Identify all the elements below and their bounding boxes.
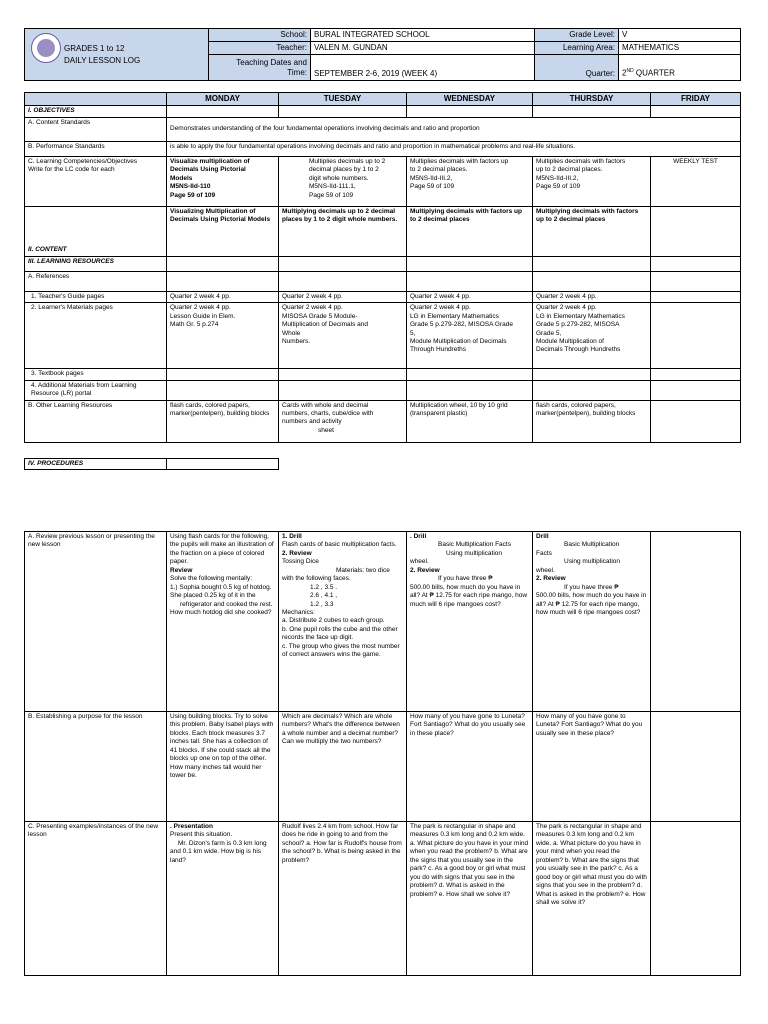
purpose-thursday: How many of you have gone to Luneta? Fort Santiago? What do you usually see in these place? — [533, 712, 651, 822]
empty-cell — [279, 369, 407, 380]
lm-line: MISOSA Grade 5 Module- — [282, 312, 358, 320]
competency-line: M5NS-IId-110 — [170, 183, 211, 191]
other-thursday: flash cards, colored papers, marker(pentelpen), building blocks — [533, 400, 651, 442]
lm-line: Multiplication of Decimals and — [282, 321, 368, 329]
competency-line: decimal places by 1 to 2 — [309, 166, 379, 174]
empty-cell — [533, 369, 651, 380]
deped-seal-icon — [31, 33, 61, 63]
lm-line: Quarter 2 week 4 pp. — [170, 304, 231, 312]
review-line: Drill — [536, 533, 549, 540]
empty-cell — [651, 712, 741, 822]
competency-line: Page 59 of 109 — [410, 183, 455, 191]
examples-line: . Presentation — [170, 823, 213, 830]
lm-line: Math Gr. 5 p.274 — [170, 321, 219, 329]
competency-line: Visualize multiplication of — [170, 157, 250, 165]
quarter-suffix: ND — [626, 68, 634, 75]
competencies-label-line2: Write for the LC code for each — [28, 166, 115, 174]
review-line: Using multiplication — [564, 558, 620, 566]
additional-materials-label: 4. Additional Materials from Learning Resource (LR) portal — [25, 380, 167, 400]
competency-line: Multiplies decimals with factors — [536, 157, 626, 165]
content-wednesday: Multiplying decimals with factors up to 2 decimal places — [407, 206, 533, 256]
empty-cell — [651, 303, 741, 369]
review-line: If you have three ₱ — [564, 583, 619, 591]
content-thursday: Multiplying decimals with factors up to 2 decimal places — [533, 206, 651, 256]
review-line: Using flash cards for the following, the pupils will make an illustration of the fraction on a piece of colored paper. — [170, 533, 274, 566]
empty-cell — [167, 380, 279, 400]
review-line: 1.2 , 3.3 — [310, 600, 334, 608]
teacher-label: Teacher: — [209, 42, 311, 55]
day-header-blank — [25, 93, 167, 106]
day-header-wednesday: WEDNESDAY — [407, 93, 533, 106]
competency-line: Decimals Using Pictorial — [170, 166, 246, 174]
lm-line: Module Multiplication of — [536, 338, 604, 346]
review-line: 1.2 , 3.5 . — [310, 583, 338, 591]
empty-cell — [407, 256, 533, 271]
empty-cell — [533, 256, 651, 271]
grade-level-label: Grade Level: — [535, 29, 619, 42]
daily-lesson-log-title: DAILY LESSON LOG — [64, 55, 141, 65]
lm-line: LG in Elementary Mathematics — [536, 312, 625, 320]
teaching-dates-label — [209, 55, 311, 81]
teacher-value: VALEN M. GUNDAN — [311, 42, 535, 55]
competency-line: Page 59 of 109 — [536, 183, 581, 191]
empty-cell — [651, 400, 741, 442]
other-line: sheet — [318, 426, 334, 434]
lm-line: Lesson Guide in Elem. — [170, 312, 236, 320]
lm-line: LG in Elementary Mathematics — [410, 312, 499, 320]
content-standards-label: A. Content Standards — [25, 117, 167, 141]
empty-cell — [651, 291, 741, 302]
other-wednesday: Multiplication wheel, 10 by 10 grid (transparent plastic) — [407, 400, 533, 442]
grades-title: GRADES 1 to 12 — [64, 43, 125, 53]
empty-cell — [167, 106, 279, 117]
examples-tuesday: Rudolf lives 2.4 km from school. How far does he ride in going to and from the school? a. How far is Rudolf's house from the school? b. What is being asked in the problem? — [279, 822, 407, 976]
objectives-heading: I. OBJECTIVES — [25, 106, 167, 117]
lm-line: Quarter 2 week 4 pp. — [282, 304, 343, 312]
empty-cell — [407, 369, 533, 380]
quarter-word: QUARTER — [633, 69, 675, 78]
content-monday: Visualizing Multiplication of Decimals Using Pictorial Models — [167, 206, 279, 256]
lm-line: Grade 5 p.279-282, MISOSA Grade — [410, 321, 513, 329]
establishing-purpose-label: B. Establishing a purpose for the lesson — [25, 712, 167, 822]
review-line: Materials: two dice with the following faces. — [282, 566, 390, 583]
competency-line: to 2 decimal places. — [410, 166, 468, 174]
objectives-table — [24, 92, 741, 443]
performance-standards-text: is able to apply the four fundamental operations involving decimals and ratio and proportion in mathematical problems and real-life situations. — [167, 141, 741, 156]
review-line: Using multiplication — [446, 549, 502, 557]
review-line: wheel. — [410, 558, 429, 566]
competency-line: Models — [170, 174, 193, 182]
empty-cell — [533, 380, 651, 400]
learning-resources-heading: III. LEARNING RESOURCES — [25, 256, 167, 271]
content-heading: II. CONTENT — [25, 206, 167, 256]
review-line: 2. Review — [282, 549, 312, 557]
other-line: numbers, charts, cube/dice with — [282, 410, 374, 418]
school-label: School: — [209, 29, 311, 42]
review-tuesday — [279, 532, 407, 712]
review-line: wheel. — [536, 566, 555, 574]
review-lesson-label: A. Review previous lesson or presenting the new lesson — [25, 532, 167, 712]
learners-materials-label: 2. Learner's Materials pages — [25, 303, 167, 369]
empty-cell — [651, 532, 741, 712]
empty-cell — [407, 380, 533, 400]
competencies-label-line1: C. Learning Competencies/Objectives — [28, 157, 138, 165]
other-tuesday — [279, 400, 407, 442]
competency-tuesday — [279, 156, 407, 206]
presenting-examples-label: C. Presenting examples/instances of the new lesson — [25, 822, 167, 976]
competency-wednesday — [407, 156, 533, 206]
review-line: 500.00 bills, how much do you have in all? At ₱ 12.75 for each ripe mango, how much will 6 ripe mangoes cost? — [536, 592, 647, 616]
day-header-thursday: THURSDAY — [533, 93, 651, 106]
empty-cell — [167, 369, 279, 380]
review-line: 2.6 , 4.1 , — [310, 592, 338, 600]
competency-line: M5NS-IId-111.1, — [309, 183, 356, 191]
purpose-tuesday: Which are decimals? Which are whole numbers? What's the difference between a whole number and a decimal number? Can we multiply the two numbers? — [279, 712, 407, 822]
competency-line: Multiplies decimals with factors up — [410, 157, 509, 165]
teaching-dates-value: SEPTEMBER 2-6, 2019 (WEEK 4) — [311, 55, 535, 81]
textbook-label: 3. Textbook pages — [25, 369, 167, 380]
review-line: a. Distribute 2 cubes to each group. — [282, 617, 385, 625]
lm-line: Through Hundreths — [410, 346, 467, 354]
purpose-monday: Using building blocks. Try to solve this problem. Baby Isabel plays with blocks. Each block measures 3.7 inches tall. She has a collection of 41 blocks. If she could stack all the blocks up one on top of the other. How many inches tall would her tower be. — [167, 712, 279, 822]
empty-cell — [279, 256, 407, 271]
empty-cell — [279, 380, 407, 400]
lm-tuesday — [279, 303, 407, 369]
teachers-guide-label: 1. Teacher's Guide pages — [25, 291, 167, 302]
examples-monday — [167, 822, 279, 976]
competencies-label — [25, 156, 167, 206]
tg-monday: Quarter 2 week 4 pp. — [167, 291, 279, 302]
review-thursday — [533, 532, 651, 712]
review-line: Basic Multiplication — [564, 541, 620, 549]
empty-cell — [651, 271, 741, 291]
competency-line: up to 2 decimal places. — [536, 166, 603, 174]
review-line: Solve the following mentally: — [170, 575, 253, 583]
empty-cell — [651, 206, 741, 256]
competency-monday — [167, 156, 279, 206]
quarter-value — [619, 55, 741, 81]
review-line: c. The group who gives the most number of correct answers wins the game. — [282, 642, 400, 659]
review-line: . Drill — [410, 533, 427, 540]
lm-line: Quarter 2 week 4 pp. — [536, 304, 597, 312]
competency-thursday — [533, 156, 651, 206]
empty-cell — [407, 106, 533, 117]
procedures-table — [24, 458, 279, 470]
review-line: 2. Review — [536, 575, 566, 583]
learning-area-label: Learning Area: — [535, 42, 619, 55]
empty-cell — [533, 106, 651, 117]
day-header-tuesday: TUESDAY — [279, 93, 407, 106]
lm-line: Grade 5 p.279-282, MISOSA — [536, 321, 620, 329]
empty-cell — [651, 256, 741, 271]
review-line: Basic Multiplication Facts — [438, 541, 511, 549]
empty-cell — [651, 380, 741, 400]
review-line: 2. Review — [410, 566, 440, 574]
examples-thursday: The park is rectangular in shape and measures 0.3 km long and 0.2 km wide. a. What picture do you have in your mind when you read the problem? b. What are the signs that you usually see in the park? c. As a good boy or girl what must you do with signs that you see in the problem? d. What is asked in the problem? e. How shall we solve it? — [533, 822, 651, 976]
content-standards-text: Demonstrates understanding of the four fundamental operations involving decimals and ratio and proportion — [167, 117, 741, 141]
review-line: Facts — [536, 549, 552, 557]
review-line: b. One pupil rolls the cube and the other records the face up digit. — [282, 625, 398, 642]
tg-thursday: Quarter 2 week 4 pp. — [533, 291, 651, 302]
lm-line: Quarter 2 week 4 pp. — [410, 304, 471, 312]
teaching-dates-label-line2: Time: — [287, 67, 307, 77]
quarter-label: Quarter: — [535, 55, 619, 81]
tg-wednesday: Quarter 2 week 4 pp. — [407, 291, 533, 302]
lm-line: 5, — [410, 329, 416, 337]
examples-line: Mr. Dizon's farm is 0.3 km long and 0.1 km wide. How big is his land? — [170, 839, 267, 864]
school-value: BURAL INTEGRATED SCHOOL — [311, 29, 535, 42]
header-logo-cell — [25, 29, 209, 81]
competency-line: Page 59 of 109 — [170, 191, 216, 199]
review-line: 500.00 bills, how much do you have in all? At ₱ 12.75 for each ripe mango, how much will 6 ripe mangoes cost? — [410, 583, 528, 608]
empty-cell — [651, 369, 741, 380]
review-line: Mechanics: — [282, 608, 315, 616]
empty-cell — [279, 106, 407, 117]
content-tuesday: Multiplying decimals up to 2 decimal places by 1 to 2 digit whole numbers. — [279, 206, 407, 256]
empty-cell — [167, 459, 279, 470]
lm-line: Numbers. — [282, 338, 311, 346]
empty-cell — [279, 271, 407, 291]
quarter-number: 2 — [622, 69, 627, 78]
examples-line: Present this situation. — [170, 831, 233, 839]
competency-line: digit whole numbers. — [309, 174, 369, 182]
lm-line: Grade 5, — [536, 329, 562, 337]
review-line: 1. Drill — [282, 533, 302, 540]
review-line: 1.) Sophia bought 0.5 kg of hotdog. She placed 0.25 kg of it in the — [170, 583, 272, 600]
competency-friday: WEEKLY TEST — [651, 156, 741, 206]
empty-cell — [533, 271, 651, 291]
lm-thursday — [533, 303, 651, 369]
competency-line: Multiplies decimals up to 2 — [309, 157, 386, 165]
review-monday — [167, 532, 279, 712]
review-line: refrigerator and cooked the rest. How much hotdog did she cooked? — [170, 600, 273, 616]
empty-cell — [651, 106, 741, 117]
day-header-monday: MONDAY — [167, 93, 279, 106]
tg-tuesday: Quarter 2 week 4 pp. — [279, 291, 407, 302]
review-line: If you have three ₱ — [438, 575, 493, 583]
empty-cell — [651, 822, 741, 976]
learning-area-value: MATHEMATICS — [619, 42, 741, 55]
lm-line: Decimals Through Hundreths — [536, 346, 621, 354]
lm-line: Module Multiplication of Decimals — [410, 338, 507, 346]
review-line: Review — [170, 566, 193, 574]
purpose-wednesday: How many of you have gone to Luneta? Fort Santiago? What do you usually see in these place? — [407, 712, 533, 822]
review-line: Flash cards of basic multiplication facts. — [282, 541, 397, 549]
examples-wednesday: The park is rectangular in shape and measures 0.3 km long and 0.2 km wide. a. What picture do you have in your mind when you read the problem? b. What are the signs that you usually see in the park? c. As a good boy or girl what must you do with signs that you see in the problem? d. What is asked in the problem? e. How shall we solve it? — [407, 822, 533, 976]
competency-line: Page 59 of 109 — [309, 191, 354, 199]
competency-line: M5NS-IId-III.2, — [410, 174, 453, 182]
other-line: Cards with whole and decimal — [282, 401, 369, 409]
procedures-heading: IV. PROCEDURES — [25, 459, 167, 470]
empty-cell — [407, 271, 533, 291]
review-wednesday — [407, 532, 533, 712]
other-monday: flash cards, colored papers, marker(pentelpen), building blocks — [167, 400, 279, 442]
competency-line: M5NS-IId-III.2, — [536, 174, 579, 182]
empty-cell — [167, 271, 279, 291]
other-resources-label: B. Other Learning Resources — [25, 400, 167, 442]
other-line: numbers and activity — [282, 418, 342, 426]
teaching-dates-label-line1: Teaching Dates and — [236, 57, 307, 67]
day-header-friday: FRIDAY — [651, 93, 741, 106]
references-label: A. References — [25, 271, 167, 291]
lm-wednesday — [407, 303, 533, 369]
procedures-detail-table — [24, 531, 741, 976]
review-line: Tossing Dice — [282, 558, 319, 566]
empty-cell — [167, 256, 279, 271]
header-table — [24, 28, 741, 81]
grade-level-value: V — [619, 29, 741, 42]
lm-monday — [167, 303, 279, 369]
performance-standards-label: B. Performance Standards — [25, 141, 167, 156]
lm-line: Whole — [282, 329, 301, 337]
